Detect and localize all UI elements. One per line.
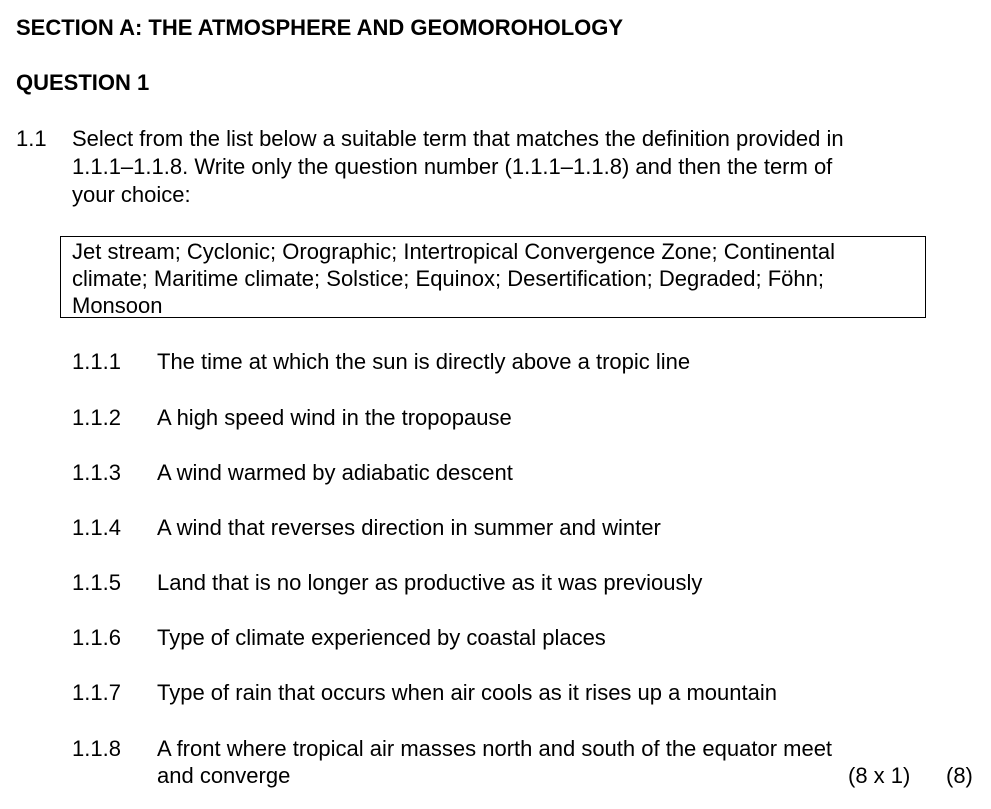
marks-total: (8) — [946, 763, 973, 788]
item-text-8: A front where tropical air masses north and south of the equator meet — [157, 736, 833, 761]
term-list-line-1: Jet stream; Cyclonic; Orographic; Intertropical Convergence Zone; Continental — [72, 239, 836, 264]
section-title: SECTION A: THE ATMOSPHERE AND GEOMOROHOLOGY — [16, 15, 624, 40]
item-text-5: Land that is no longer as productive as it was previously — [157, 570, 703, 595]
term-list-box — [60, 236, 926, 318]
item-text-7: Type of rain that occurs when air cools as it rises up a mountain — [157, 680, 777, 705]
item-text-4: A wind that reverses direction in summer and winter — [157, 515, 661, 540]
item-text-6: Type of climate experienced by coastal places — [157, 625, 606, 650]
item-number-6: 1.1.6 — [72, 625, 121, 650]
item-number-1: 1.1.1 — [72, 349, 121, 374]
question-number: 1.1 — [16, 126, 47, 151]
item-number-3: 1.1.3 — [72, 460, 121, 485]
item-number-4: 1.1.4 — [72, 515, 121, 540]
instruction-line-2: 1.1.1–1.1.8. Write only the question number (1.1.1–1.1.8) and then the term of — [72, 154, 833, 179]
item-text-2: A high speed wind in the tropopause — [157, 405, 512, 430]
item-number-8: 1.1.8 — [72, 736, 121, 761]
marks-calculation: (8 x 1) — [848, 763, 911, 788]
item-number-5: 1.1.5 — [72, 570, 121, 595]
item-text-8-line-2: and converge — [157, 763, 291, 788]
term-list-line-2: climate; Maritime climate; Solstice; Equinox; Desertification; Degraded; Föhn; — [72, 266, 824, 291]
instruction-line-1: Select from the list below a suitable term that matches the definition provided in — [72, 126, 844, 151]
item-number-2: 1.1.2 — [72, 405, 121, 430]
question-title: QUESTION 1 — [16, 70, 150, 95]
term-list-line-3: Monsoon — [72, 293, 163, 318]
instruction-line-3: your choice: — [72, 182, 191, 207]
item-text-3: A wind warmed by adiabatic descent — [157, 460, 513, 485]
item-number-7: 1.1.7 — [72, 680, 121, 705]
item-text-1: The time at which the sun is directly above a tropic line — [157, 349, 691, 374]
